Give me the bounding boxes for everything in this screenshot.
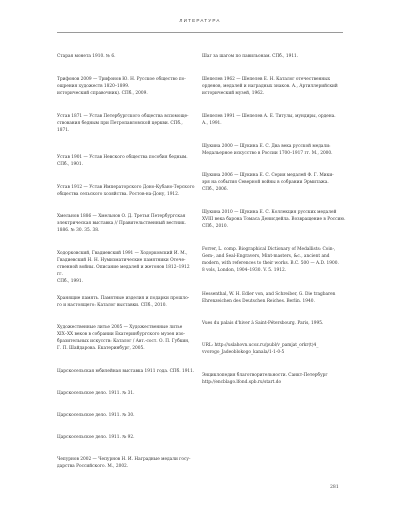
bibliography-entry: Хмельнов 1886 — Хмельнов О. Д. Третья Петербургская электрическая выставка // Правительственный вестник. 1886. № 30. 35. 38.	[57, 214, 186, 234]
bibliography-entry: Царскосельское дело. 1911. № 92.	[57, 435, 135, 440]
bibliography-entry: Энциклопедия благотворительности. Санкт-Петербург http://encblago.lfond.spb.ru/start.do	[202, 373, 328, 386]
header-rule	[57, 32, 343, 33]
running-header: ЛИТЕРАТУРА	[179, 18, 221, 23]
bibliography-entry: Ходорковский, Гвадиевский 1991 — Ходорковский И. М., Гвадиевский Н. Н. Нумизматические памятники Отече- ственной войны. Описание медалей и жетонов 1812–1912 гг. СПб., 1991.	[57, 251, 190, 285]
bibliography-entry: Старая монета 1910. № 6.	[57, 54, 116, 59]
bibliography-entry: Чепурнов 2002 — Чепурнов Н. И. Наградные медали госу- дарства Российского. М., 2002.	[57, 457, 191, 470]
bibliography-entry: Шепелев 1962 — Шепелев Е. Н. Каталог отечественных орденов, медалей и наградных знаков. А., Артиллерийский исторический музей, 1962.	[202, 77, 338, 97]
bibliography-entry: Царскосельское дело. 1911. № 31.	[57, 391, 135, 396]
bibliography-entry: Художественные литье 2005 — Художественные литье XIX–XX веков в собрании Екатеринбургского музея изо- бразительных искусств: Каталог / Авт.-сост. О. П. Губкин, Г. П. Шайдарова. Екатеринбург, 2005.	[57, 325, 190, 352]
bibliography-entry: Царскосельское дело. 1911. № 30.	[57, 413, 135, 418]
bibliography-entry: Устав 1901 — Устав Невского общества пособия бедным. СПб., 1901.	[57, 155, 188, 168]
bibliography-entry: Vues du palais d'hiver à Saint-Pétersbourg. Paris, 1995.	[202, 321, 324, 326]
bibliography-entry: Устав 1871 — Устав Петербургского общества вспомоще- ствования бедным при Петропавловской церкви. СПб., 1871.	[57, 114, 189, 134]
bibliography-entry: Трифонов 2009 — Трифонов Ю. Н. Русское общество по- ощрения художеств 1820–1899. исторический справочник). СПб., 2009.	[57, 77, 186, 97]
bibliography-entry: Устав 1912 — Устав Императорского Доно-Кубано-Терского общества сельского хозяйства. Ростов-на-Дону, 1912.	[57, 185, 195, 198]
bibliography-entry: Щукина 2010 — Щукина Е. С. Коллекция русских медалей XVIII века барона Томаса Денисдейла. Возвращение в Россию. СПб., 2010.	[202, 210, 346, 230]
bibliography-entry: Щукина 2000 — Щукина Е. С. Два века русской медали: Медальерное искусство в России 1700–1917 гг. М., 2000.	[202, 144, 333, 157]
bibliography-entry: Шаг за шагом по павильонам. СПб., 1911.	[202, 54, 299, 59]
bibliography-entry: Хранящие память. Памятные изделия и подарки прошло- го и настоящего: Каталог выставки. СПб., 2010.	[57, 296, 190, 309]
bibliography-entry: Forrer, L. comp. Biographical Dictionary of Medallists: Coin-, Gem-, and Seal-Engravers, Mint-masters, &c., ancient and modern, with references to their works. B.C. 500 — A.D. 1900. 8 vols, London, 1904–1930. V. 5. 1912.	[202, 247, 339, 274]
bibliography-entry: Царскосельская юбилейная выставка 1911 года. СПб. 1911.	[57, 369, 195, 374]
bibliography-entry: Щукина 2006 — Щукина Е. С. Серия медалей Ф. Г. Мики- эря на события Северной войны в собрании Эрмитажа. СПб., 2006.	[202, 173, 334, 193]
bibliography-entry: URL: http://uslahovn.ucoz.ru/publ/v_pamjat_orkr(t)4_ vvorogo_Jadeoblokogo_kanala/1-1-0-5	[202, 343, 319, 356]
page-number: 281	[330, 485, 339, 490]
bibliography-entry: Hessenthal, W. H. Edler von, and Schreiber, G. Die tragbaren Ehrenzeichen des Deutschen Reiches. Berlin. 1940.	[202, 292, 336, 305]
bibliography-entry: Шепелев 1991 — Шепелев А. Е. Титулы, мундиры, ордена. А., 1991.	[202, 114, 336, 127]
